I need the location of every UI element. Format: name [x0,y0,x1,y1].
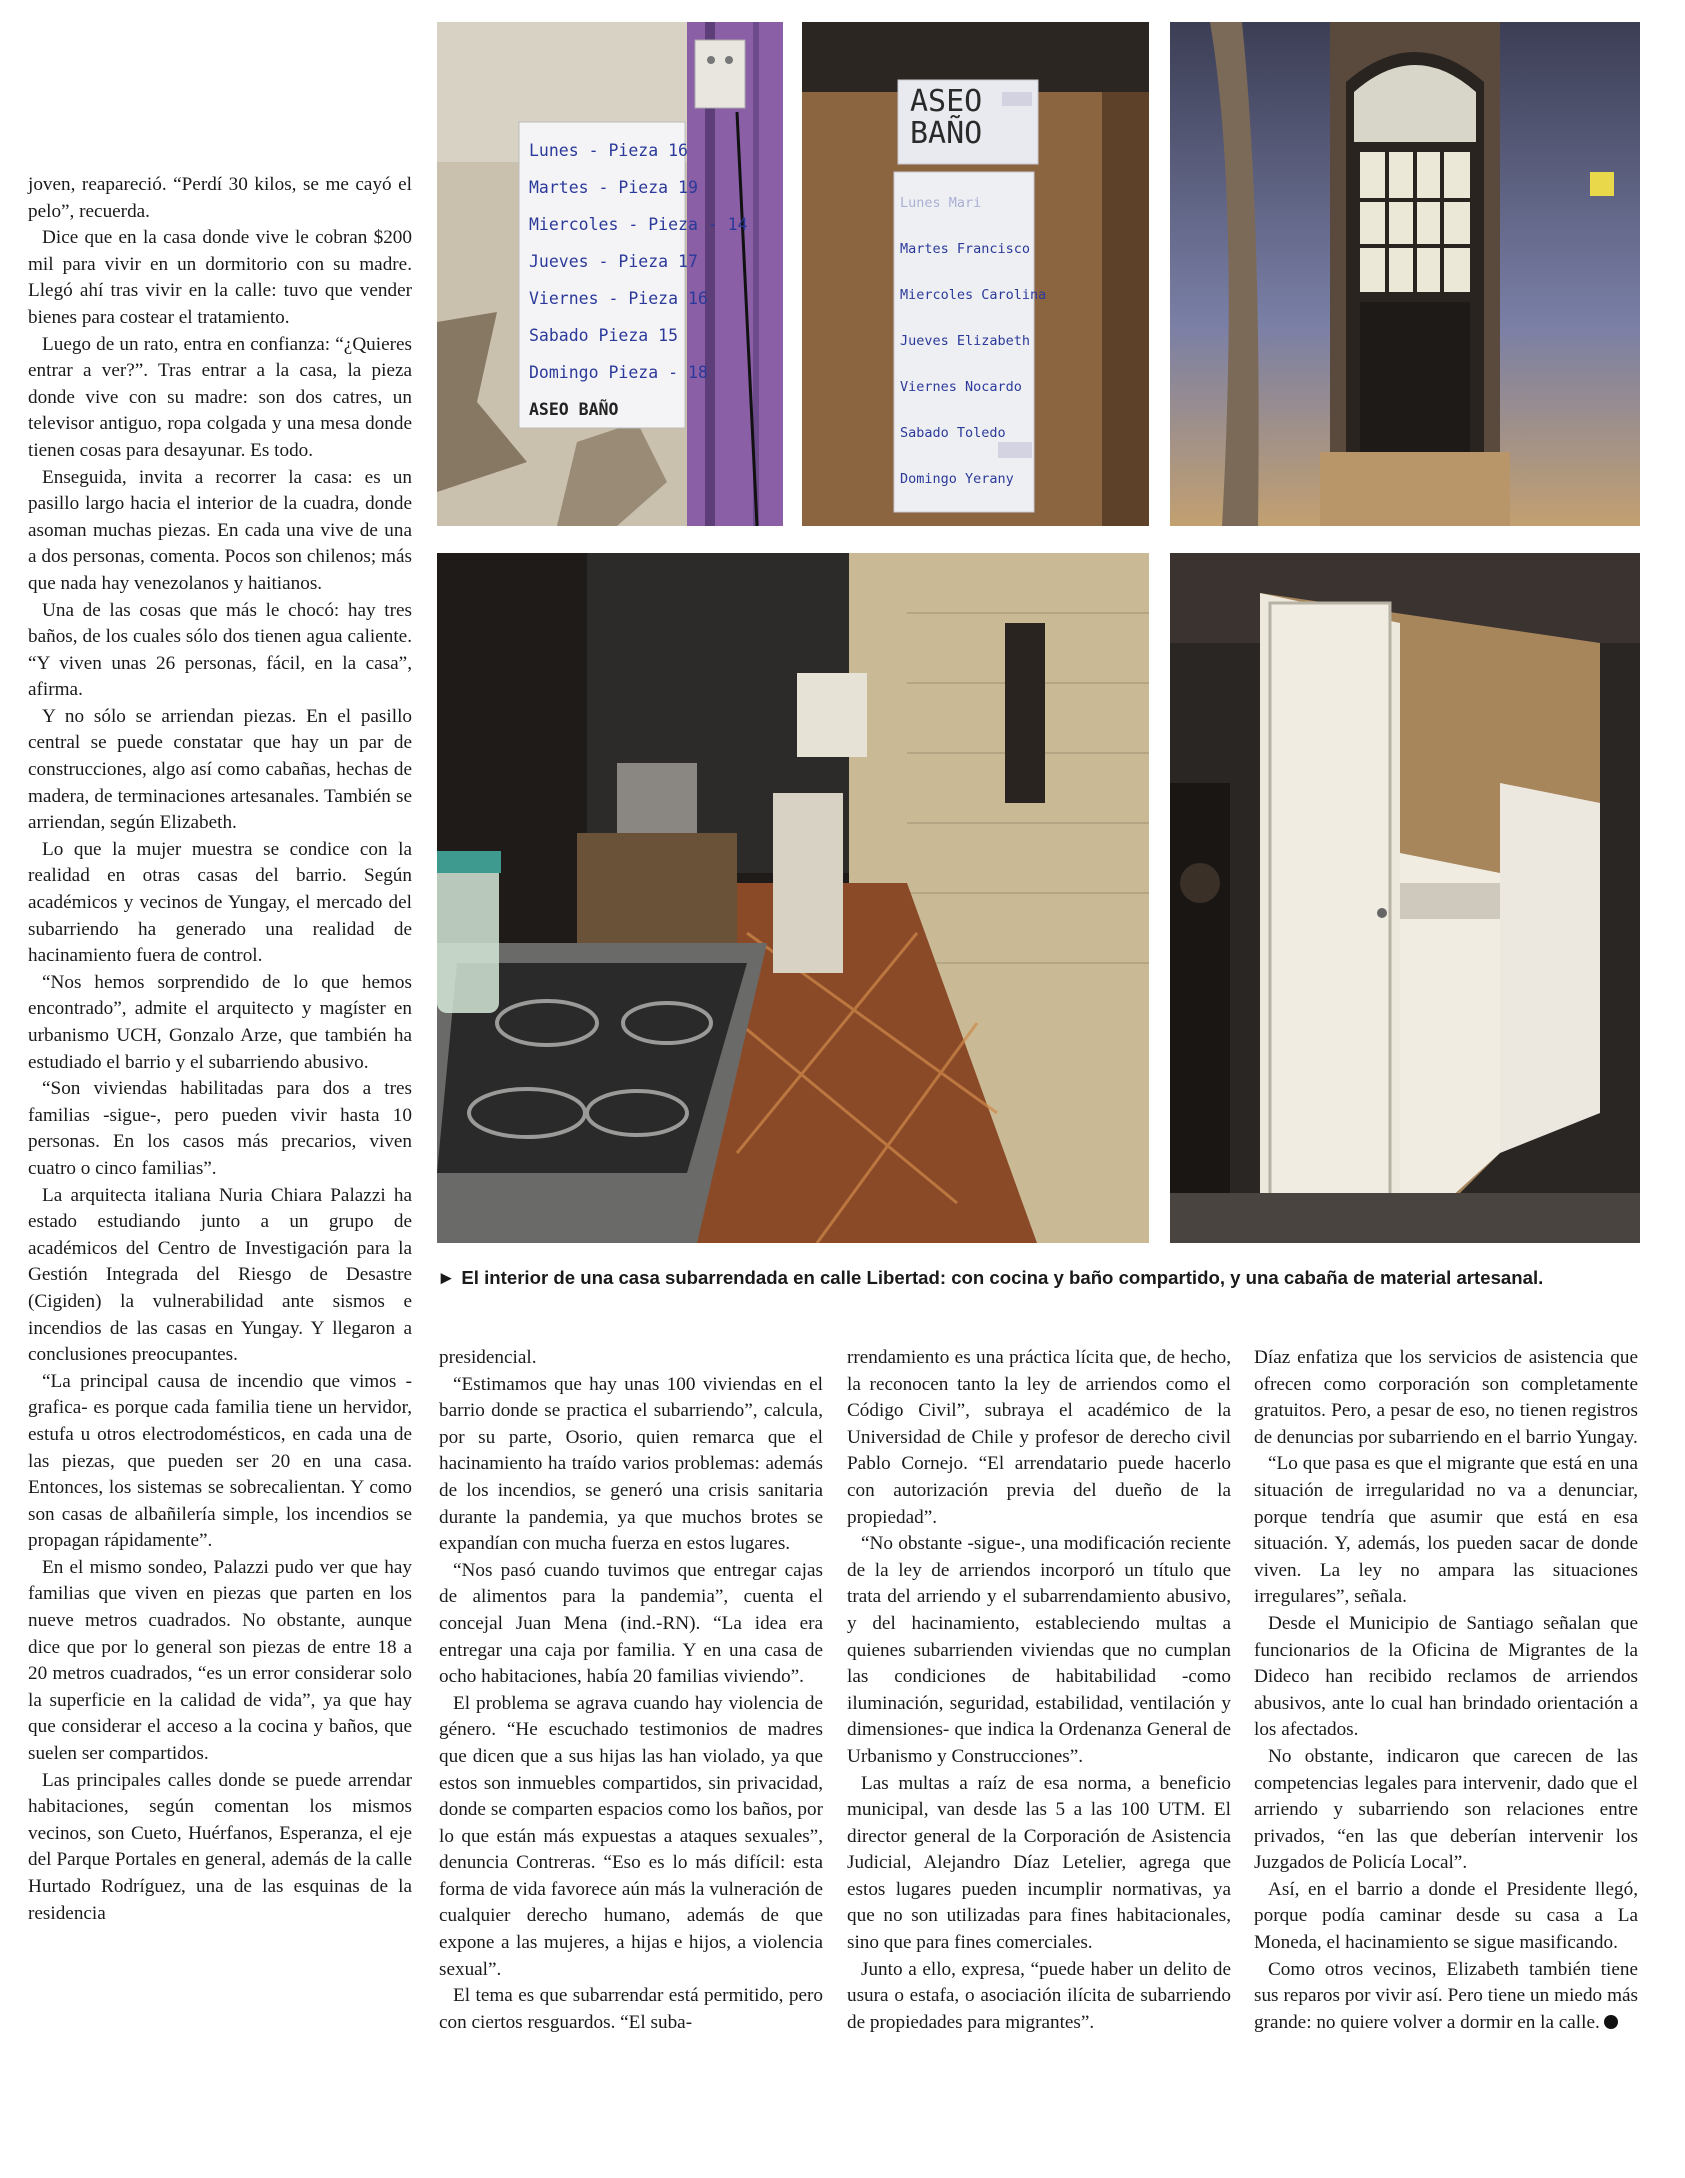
note-line: Jueves - Pieza 17 [529,252,698,271]
note-line: Sabado Pieza 15 [529,326,679,345]
photo-shared-kitchen [437,553,1149,1243]
photo-wooden-cabin [1170,553,1640,1243]
note-line: Lunes - Pieza 16 [529,141,688,160]
paragraph: joven, reapareció. “Perdí 30 kilos, se me cayó el pelo”, recuerda. [28,174,412,222]
paragraph: Las multas a raíz de esa norma, a beneficio municipal, van desde las 5 a las 100 UTM. El director general de la Corporación de Asistencia Judicial, Alejandro Díaz Letelier, agrega que estos lugares pueden incumplir normativas, ya que no son utilizadas para fines habitacionales, sino que para fines comerciales. [847,1772,1231,1954]
note-line: Miercoles - Pieza - 14 [529,215,748,234]
paragraph: Enseguida, invita a recorrer la casa: es un pasillo largo hacia el interior de la cuadra, donde asoman muchas piezas. En cada una vive de una a dos personas, comenta. Pocos son chilenos; más que nada hay venezolanos y haitianos. [28,466,412,594]
article-column-2 [439,1345,823,2036]
rota-line: Viernes Nocardo [900,379,1022,395]
article-column-4 [1254,1345,1638,2036]
rota-title-line: BAÑO [910,116,983,151]
photo-bathroom-rota [802,22,1149,526]
photo-shared-kitchen-image [437,553,1149,1243]
paragraph: “Estimamos que hay unas 100 viviendas en el barrio donde se practica el subarriendo”, calcula, por su parte, Osorio, quien remarca que el hacinamiento ha traído varios problemas: además de los incendios, se generó una crisis sanitaria durante la pandemia, ya que muchos brotes se expandían con mucha fuerza en estos lugares. [439,1373,823,1555]
rota-line: Miercoles Carolina [900,287,1047,303]
photo-caption [437,1266,1647,1290]
photo-wooden-cabin-image [1170,553,1640,1243]
paragraph: “Son viviendas habilitadas para dos a tres familias -sigue-, pero pueden vivir hasta 10 personas. En los casos más precarios, viven cuatro o cinco familias”. [28,1078,412,1179]
rota-title-line: ASEO [910,84,983,119]
note-line: Martes - Pieza 19 [529,178,698,197]
article-column-1 [28,172,412,1927]
rota-line: Jueves Elizabeth [900,333,1031,349]
paragraph: rrendamiento es una práctica lícita que, de hecho, la reconocen tanto la ley de arriendos como el Código Civil”, subraya el académico de la Universidad de Chile y profesor de derecho civil Pablo Cornejo. “El arrendatario puede hacerlo con autorización previa del dueño de la propiedad”. [847,1347,1231,1528]
paragraph: Desde el Municipio de Santiago señalan que funcionarios de la Oficina de Migrantes de la Dideco han recibido reclamos de arriendos abusivos, ante lo cual han brindado orientación a los afectados. [1254,1612,1638,1741]
paragraph: Y no sólo se arriendan piezas. En el pasillo central se puede constatar que hay un par de construcciones, algo así como cabañas, hechas de madera, de terminaciones artesanales. También se arriendan, según Elizabeth. [28,705,412,834]
paragraph: Lo que la mujer muestra se condice con la realidad en otras casas del barrio. Según académicos y vecinos de Yungay, el mercado del subarriendo ha generado una realidad de hacinamiento fuera de control. [28,838,412,967]
note-line: ASEO BAÑO [529,400,619,419]
rota-title [910,86,982,150]
paragraph-text: Como otros vecinos, Elizabeth también tiene sus reparos por vivir así. Pero tiene un miedo más grande: no quiere volver a dormir en la calle. [1254,1958,1638,2033]
paragraph: Dice que en la casa donde vive le cobran $200 mil para vivir en un dormitorio con su madre. Llegó ahí tras vivir en la calle: tuvo que vender bienes para costear el tratamiento. [28,227,412,328]
paragraph: presidencial. [439,1347,537,1368]
photo-schedule-wall [437,22,783,526]
rota-line: Sabado Toledo [900,425,1006,441]
rota-list [900,180,1046,502]
paragraph: Luego de un rato, entra en confianza: “¿Quieres entrar a ver?”. Tras entrar a la casa, la pieza donde vive con su madre: son dos catres, un televisor antiguo, ropa colgada y una mesa donde tienen cosas para desayunar. Es todo. [28,333,412,461]
schedule-note [529,132,748,428]
paragraph: Junto a ello, expresa, “puede haber un delito de usura o estafa, o asociación ilícita de subarriendo de propiedades para migrantes”. [847,1958,1231,2033]
note-line: Domingo Pieza - 18 [529,363,708,382]
article-column-3 [847,1345,1231,2036]
paragraph: Díaz enfatiza que los servicios de asistencia que ofrecen como corporación son completamente gratuitos. Pero, a pesar de eso, no tienen registros de denuncias por subarriendo en el barrio Yungay. [1254,1347,1638,1448]
paragraph: Las principales calles donde se puede arrendar habitaciones, según comentan los mismos vecinos, son Cueto, Huérfanos, Esperanza, el eje del Parque Portales en general, además de la calle Hurtado Rodríguez, una de las esquinas de la residencia [28,1769,412,1924]
paragraph: “La principal causa de incendio que vimos -grafica- es porque cada familia tiene un hervidor, estufa u otros electrodomésticos, en cada una de las piezas, que pueden ser 20 en una casa. Entonces, los sistemas se sobrecalientan. Y como son casas de albañilería simple, los incendios se propagan rápidamente”. [28,1370,412,1552]
paragraph: El problema se agrava cuando hay violencia de género. “He escuchado testimonios de madres que dicen que a sus hijas las han violado, ya que estos son inmuebles compartidos, sin privacidad, donde se comparten espacios como los baños, por lo que están más expuestas a ataques sexuales”, denuncia Contreras. “Eso es lo más difícil: esta forma de vida favorece aún más la vulneración de cualquier derecho humano, además de que expone a las mujeres, a hijas e hijos, a violencia sexual”. [439,1692,823,1980]
paragraph: “Nos pasó cuando tuvimos que entregar cajas de alimentos para la pandemia”, cuenta el concejal Juan Mena (ind.-RN). “La idea era entregar una caja por familia. Y en una casa de ocho habitaciones, había 20 familias viviendo”. [439,1559,823,1688]
paragraph: Una de las cosas que más le chocó: hay tres baños, de los cuales sólo dos tienen agua caliente. “Y viven unas 26 personas, fácil, en la casa”, afirma. [28,599,412,701]
rota-line: Lunes Mari [900,195,982,211]
paragraph: La arquitecta italiana Nuria Chiara Palazzi ha estado estudiando junto a un grupo de académicos del Centro de Investigación para la Gestión Integrada del Riesgo de Desastre (Cigiden) la vulnerabilidad ante sismos e incendios de las casas en Yungay. Y llegaron a conclusiones preocupantes. [28,1184,412,1366]
paragraph: “Nos hemos sorprendido de lo que hemos encontrado”, admite el arquitecto y magíster en urbanismo UCH, Gonzalo Arze, que también ha estudiado el barrio y el subarriendo abusivo. [28,971,412,1073]
paragraph: “Lo que pasa es que el migrante que está en una situación de irregularidad no va a denunciar, porque tendría que asumir que está en esa situación. Y, además, los pueden sacar de donde viven. La ley no ampara las situaciones irregulares”, señala. [1254,1453,1638,1608]
photo-facade-door-image [1170,22,1640,526]
photo-facade-door [1170,22,1640,526]
paragraph: “No obstante -sigue-, una modificación reciente de la ley de arriendos incorporó un título que trata del arriendo y el subarrendamiento abusivo, y del hacinamiento, estableciendo multas a quienes subarrienden viviendas que no cumplan las condiciones de habitabilidad -como iluminación, seguridad, estabilidad, ventilación y dimensiones- que indica la Ordenanza General de Urbanismo y Construcciones”. [847,1533,1231,1767]
caption-arrow-icon: ► [437,1267,456,1288]
paragraph-last [1254,1957,1638,2037]
rota-line: Domingo Yerany [900,471,1014,487]
paragraph: No obstante, indicaron que carecen de las competencias legales para intervenir, dado que el arriendo y subarriendo son relaciones entre privados, “en las que deberían intervenir los Juzgados de Policía Local”. [1254,1745,1638,1874]
paragraph: En el mismo sondeo, Palazzi pudo ver que hay familias que viven en piezas que parten en los nueve metros cuadrados. No obstante, aunque dice que por lo general son piezas de entre 18 a 20 metros cuadrados, “es un error considerar solo la superficie en la calidad de vida”, ya que hay que considerar el acceso a la cocina y baños, que suelen ser compartidos. [28,1556,412,1765]
rota-line: Martes Francisco [900,241,1031,257]
note-line: Viernes - Pieza 16 [529,289,708,308]
caption-text: El interior de una casa subarrendada en calle Libertad: con cocina y baño compartido, y una cabaña de material artesanal. [461,1267,1544,1288]
paragraph: El tema es que subarrendar está permitido, pero con ciertos resguardos. “El suba- [439,1985,823,2033]
end-of-article-icon [1604,2015,1618,2029]
paragraph: Así, en el barrio a donde el Presidente llegó, porque podía caminar desde su casa a La Moneda, el hacinamiento se sigue masificando. [1254,1878,1638,1954]
